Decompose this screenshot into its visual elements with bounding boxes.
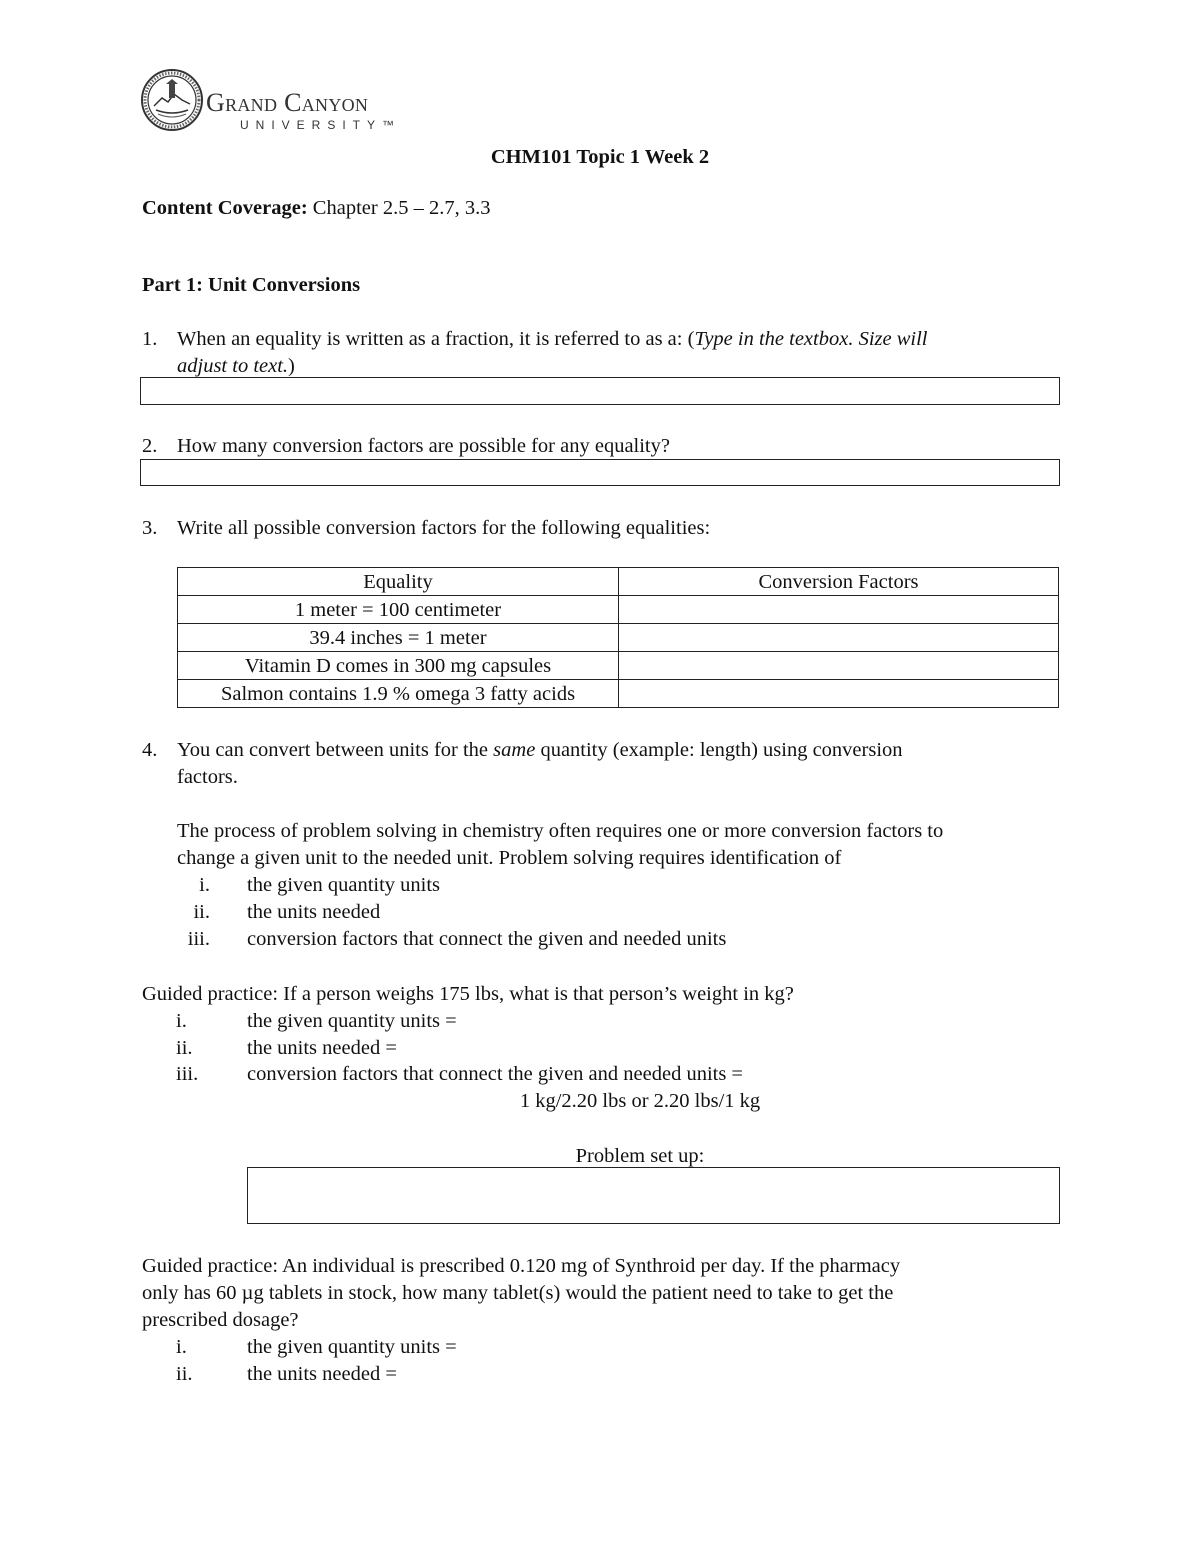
q4-line1-a: You can convert between units for the <box>177 739 494 761</box>
list-item-number: ii. <box>176 1363 193 1385</box>
table-row <box>178 624 1059 652</box>
problem-setup-label: Problem set up: <box>575 1145 705 1167</box>
coverage-label: Content Coverage: <box>142 197 308 219</box>
content-coverage <box>142 196 490 220</box>
table-header-row <box>178 568 1059 596</box>
list-item: the units needed = <box>247 1037 397 1059</box>
q1-number: 1. <box>142 328 158 350</box>
list-item-number: ii. <box>193 901 210 923</box>
list-item: the units needed = <box>247 1363 397 1385</box>
guided-practice-1-intro: Guided practice: If a person weighs 175 lbs, what is that person’s weight in kg? <box>142 983 794 1005</box>
header-equality: Equality <box>178 568 619 596</box>
part1-heading: Part 1: Unit Conversions <box>142 274 361 296</box>
list-item: conversion factors that connect the given and needed units <box>247 928 727 950</box>
guided-practice-2-line1: Guided practice: An individual is prescribed 0.120 mg of Synthroid per day. If the pharmacy <box>142 1255 901 1277</box>
q2-number: 2. <box>142 435 158 457</box>
list-item-number: i. <box>199 874 210 896</box>
conversion-factor-input[interactable] <box>619 596 1059 624</box>
equality-cell: Salmon contains 1.9 % omega 3 fatty acids <box>178 680 619 708</box>
q4-para-line1: The process of problem solving in chemistry often requires one or more conversion factors to <box>177 820 944 842</box>
list-item-number: i. <box>176 1010 187 1032</box>
header-conversion-factors: Conversion Factors <box>619 568 1059 596</box>
conversion-factor-input[interactable] <box>619 624 1059 652</box>
conversion-table <box>177 567 1059 708</box>
q4-line2: factors. <box>177 766 238 788</box>
logo-subtitle: UNIVERSITY™ <box>240 118 402 132</box>
q1-answer-textbox[interactable] <box>140 377 1060 405</box>
university-logo <box>140 68 420 134</box>
equality-cell: 39.4 inches = 1 meter <box>178 624 619 652</box>
q4-line1-emphasis: same <box>493 739 536 761</box>
q1-text <box>177 327 927 351</box>
equality-cell: 1 meter = 100 centimeter <box>178 596 619 624</box>
q1-close: ) <box>288 355 295 377</box>
list-item: the units needed <box>247 901 381 923</box>
list-item-number: iii. <box>187 928 210 950</box>
q4-line1 <box>177 738 903 762</box>
q4-para-line2: change a given unit to the needed unit. Problem solving requires identification of <box>177 847 842 869</box>
q2-text: How many conversion factors are possible for any equality? <box>177 435 670 457</box>
q1-hint-a: Type in the textbox. Size will <box>694 328 928 350</box>
list-item: the given quantity units <box>247 874 441 896</box>
list-item-number: i. <box>176 1336 187 1358</box>
q3-text: Write all possible conversion factors for the following equalities: <box>177 517 711 539</box>
table-row <box>178 680 1059 708</box>
list-item: conversion factors that connect the given and needed units = <box>247 1063 743 1085</box>
table-row <box>178 652 1059 680</box>
equality-cell: Vitamin D comes in 300 mg capsules <box>178 652 619 680</box>
q2-answer-textbox[interactable] <box>140 459 1060 486</box>
q1-text-line2 <box>177 354 295 378</box>
problem-setup-textbox[interactable] <box>247 1167 1060 1224</box>
coverage-text: Chapter 2.5 – 2.7, 3.3 <box>307 197 491 219</box>
guided-practice-2-line3: prescribed dosage? <box>142 1309 299 1331</box>
page-title: CHM101 Topic 1 Week 2 <box>490 146 710 168</box>
list-item: the given quantity units = <box>247 1010 457 1032</box>
q4-number: 4. <box>142 739 158 761</box>
q4-line1-c: quantity (example: length) using conversion <box>535 739 903 761</box>
university-seal-icon <box>140 68 204 132</box>
q1-text-main: When an equality is written as a fraction, it is referred to as a: ( <box>177 328 695 350</box>
list-item: the given quantity units = <box>247 1336 457 1358</box>
conversion-factor-input[interactable] <box>619 680 1059 708</box>
table-row <box>178 596 1059 624</box>
q1-hint-b: adjust to text. <box>177 355 289 377</box>
q3-number: 3. <box>142 517 158 539</box>
guided-practice-2-line2: only has 60 µg tablets in stock, how many tablet(s) would the patient need to take to get the <box>142 1282 894 1304</box>
list-item-number: ii. <box>176 1037 193 1059</box>
list-item-number: iii. <box>176 1063 199 1085</box>
conversion-factors-text: 1 kg/2.20 lbs or 2.20 lbs/1 kg <box>519 1090 761 1112</box>
conversion-factor-input[interactable] <box>619 652 1059 680</box>
logo-name: Grand Canyon <box>206 88 369 117</box>
